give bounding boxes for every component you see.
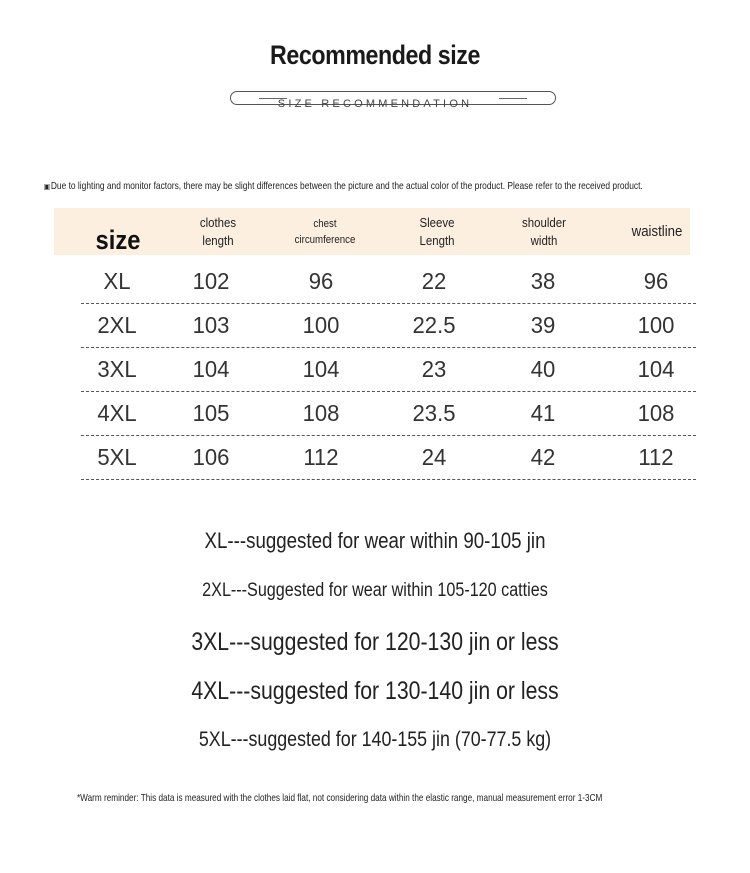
header-label-line1: clothes <box>199 214 237 230</box>
cell-size: XL <box>103 268 131 294</box>
cell-sleeve: 22.5 <box>412 312 456 338</box>
cell-size: 3XL <box>97 356 137 382</box>
table-row <box>81 348 696 392</box>
cell-shoulder: 38 <box>530 268 556 294</box>
note-bullet-icon: ▣ <box>44 182 51 191</box>
header-label-line2: Length <box>419 232 455 248</box>
cell-chest: 108 <box>302 400 340 426</box>
cell-sleeve: 22 <box>421 268 447 294</box>
cell-waistline: 112 <box>638 444 674 470</box>
table-row <box>81 304 696 348</box>
color-disclaimer <box>44 180 643 192</box>
table-row <box>81 436 696 480</box>
cell-clothes-length: 104 <box>192 356 230 382</box>
cell-waistline: 96 <box>643 268 669 294</box>
header-sleeve-length <box>393 208 481 255</box>
header-waistline <box>611 208 703 255</box>
suggestion-2xl: 2XL---Suggested for wear within 105-120 catties <box>202 580 548 601</box>
cell-waistline: 100 <box>637 312 675 338</box>
header-waistline-label: waistline <box>631 222 683 240</box>
cell-clothes-length: 102 <box>192 268 230 294</box>
cell-sleeve: 23.5 <box>412 400 456 426</box>
header-label-line1: chest <box>313 217 337 230</box>
cell-shoulder: 40 <box>530 356 556 382</box>
header-clothes-length <box>174 208 262 255</box>
header-label-line2: length <box>202 232 234 248</box>
cell-clothes-length: 106 <box>192 444 230 470</box>
cell-chest: 104 <box>302 356 340 382</box>
suggestion-4xl: 4XL---suggested for 130-140 jin or less <box>191 677 559 705</box>
header-label-line2: circumference <box>294 233 356 246</box>
suggestion-3xl: 3XL---suggested for 120-130 jin or less <box>191 628 559 656</box>
header-chest <box>277 208 374 255</box>
cell-sleeve: 24 <box>421 444 447 470</box>
cell-shoulder: 39 <box>530 312 556 338</box>
cell-chest: 96 <box>308 268 334 294</box>
cell-size: 2XL <box>97 312 137 338</box>
cell-clothes-length: 105 <box>192 400 230 426</box>
cell-chest: 112 <box>303 444 339 470</box>
cell-shoulder: 42 <box>530 444 556 470</box>
header-label-line2: width <box>530 232 558 248</box>
table-row <box>81 392 696 436</box>
cell-sleeve: 23 <box>421 356 447 382</box>
suggestion-xl: XL---suggested for wear within 90-105 jin <box>204 528 546 553</box>
page-title: Recommended size <box>270 40 480 70</box>
cell-waistline: 108 <box>637 400 675 426</box>
header-shoulder-width <box>500 208 588 255</box>
cell-clothes-length: 103 <box>192 312 230 338</box>
header-label-line1: shoulder <box>522 214 566 230</box>
cell-size: 5XL <box>97 444 137 470</box>
cell-shoulder: 41 <box>530 400 556 426</box>
header-size-label: size <box>95 224 141 255</box>
suggestion-5xl: 5XL---suggested for 140-155 jin (70-77.5 kg) <box>198 728 552 751</box>
cell-chest: 100 <box>302 312 340 338</box>
cell-size: 4XL <box>97 400 137 426</box>
cell-waistline: 104 <box>637 356 675 382</box>
color-disclaimer-text: Due to lighting and monitor factors, there may be slight differences between the picture and the actual color of the product. Please refer to the received product. <box>50 180 643 192</box>
warm-reminder: *Warm reminder: This data is measured with the clothes laid flat, not considering data within the elastic range, manual measurement error 1-3CM <box>77 792 603 804</box>
page-subtitle: SIZE RECOMMENDATION <box>277 98 473 110</box>
header-label-line1: Sleeve <box>419 214 455 230</box>
header-size <box>74 208 162 263</box>
table-row <box>81 260 696 304</box>
